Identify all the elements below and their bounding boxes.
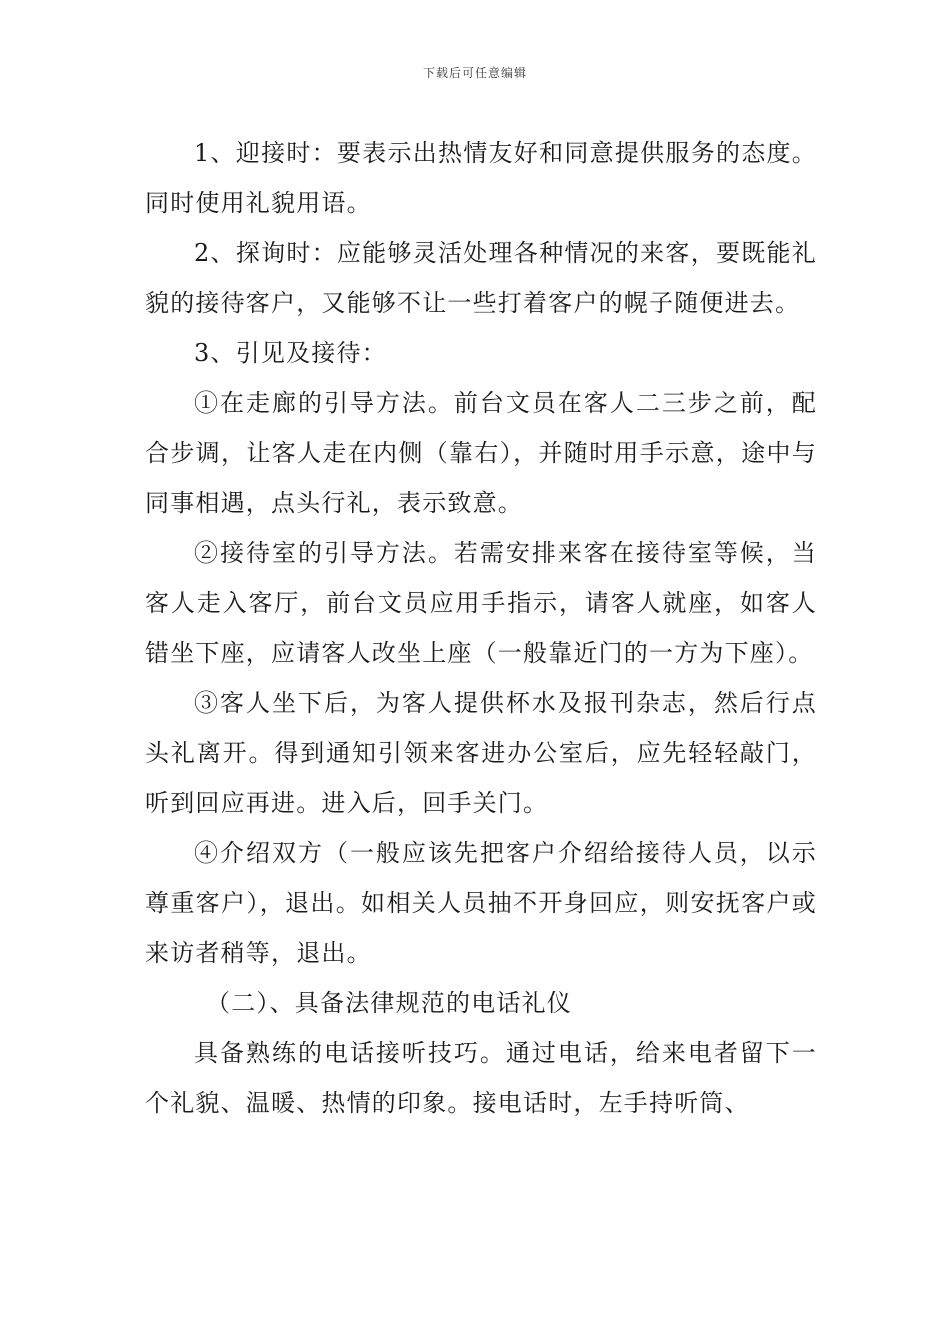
paragraph-after-seating: ③客人坐下后，为客人提供杯水及报刊杂志，然后行点头礼离开。得到通知引领来客进办公室后，应先轻轻敲门，听到回应再进。进入后，回手关门。 bbox=[145, 689, 817, 817]
paragraph-phone-skills: 具备熟练的电话接听技巧。通过电话，给来电者留下一个礼貌、温暖、热情的印象。接电话时，左手持听筒、 bbox=[145, 1039, 817, 1117]
paragraph-inquiry: 2、探询时：应能够灵活处理各种情况的来客，要既能礼貌的接待客户，又能够不让一些打着客户的幌子随便进去。 bbox=[145, 239, 817, 317]
paragraph-introduction-heading: 3、引见及接待： bbox=[194, 339, 387, 367]
paragraph-greeting: 1、迎接时：要表示出热情友好和同意提供服务的态度。同时使用礼貌用语。 bbox=[145, 139, 817, 217]
paragraph-corridor-guidance: ①在走廊的引导方法。前台文员在客人二三步之前，配合步调，让客人走在内侧（靠右），并随时用手示意，途中与同事相遇，点头行礼，表示致意。 bbox=[145, 389, 817, 517]
document-body bbox=[145, 128, 817, 1128]
page-header: 下载后可任意编辑 bbox=[422, 66, 527, 80]
section-heading-phone-etiquette: （二）、具备法律规范的电话礼仪 bbox=[206, 989, 572, 1017]
paragraph-introduce-parties: ④介绍双方（一般应该先把客户介绍给接待人员，以示尊重客户），退出。如相关人员抽不开身回应，则安抚客户或来访者稍等，退出。 bbox=[145, 839, 817, 967]
paragraph-reception-room-guidance: ②接待室的引导方法。若需安排来客在接待室等候，当客人走入客厅，前台文员应用手指示，请客人就座，如客人错坐下座，应请客人改坐上座（一般靠近门的一方为下座）。 bbox=[145, 539, 817, 667]
